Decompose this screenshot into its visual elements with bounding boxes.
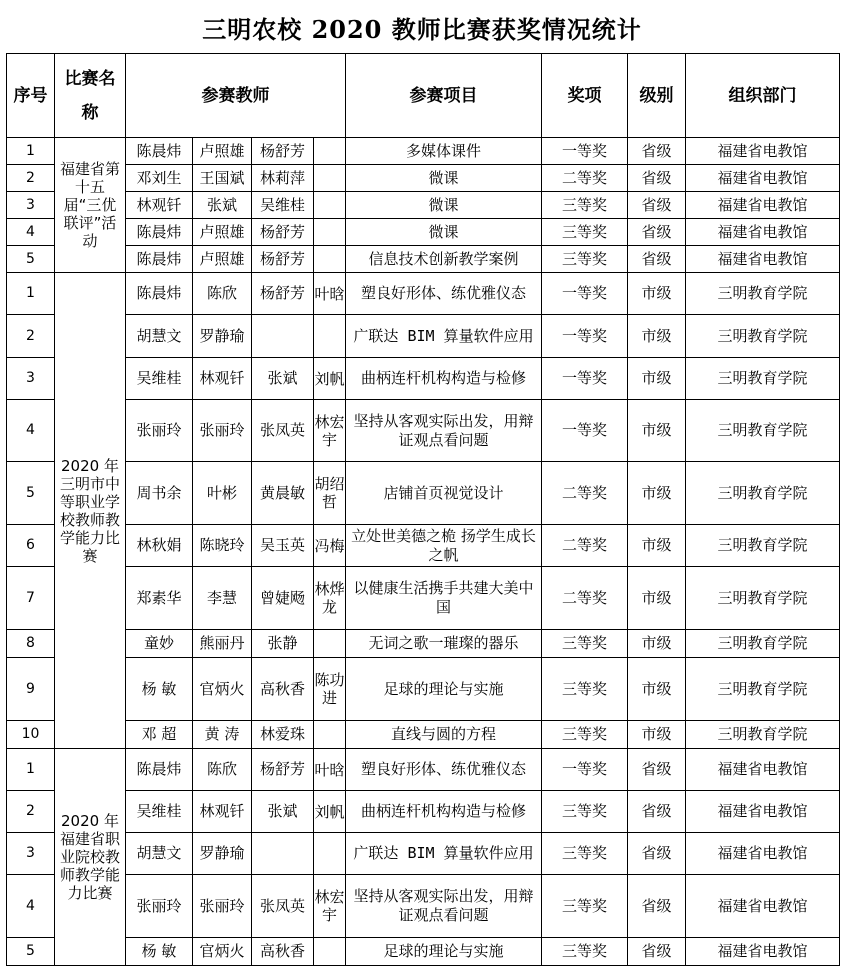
award: 二等奖: [542, 567, 628, 630]
row-seq: 4: [7, 219, 55, 246]
table-row: [7, 358, 840, 400]
teacher-2: 罗静瑜: [193, 315, 252, 358]
row-seq: 3: [7, 833, 55, 875]
project-name: 曲柄连杆机构构造与检修: [346, 791, 542, 833]
competition-name: 2020 年福建省职业院校教师教学能力比赛: [55, 749, 126, 966]
row-seq: 5: [7, 938, 55, 966]
teacher-2: 王国斌: [193, 165, 252, 192]
teacher-4: 林宏宇: [314, 875, 346, 938]
teacher-3: 高秋香: [252, 658, 314, 721]
teacher-4: 林烨龙: [314, 567, 346, 630]
award: 三等奖: [542, 658, 628, 721]
level: 市级: [628, 315, 686, 358]
teacher-4: [314, 192, 346, 219]
level: 省级: [628, 791, 686, 833]
organizer: 三明教育学院: [686, 315, 840, 358]
organizer: 三明教育学院: [686, 462, 840, 525]
level: 市级: [628, 658, 686, 721]
teacher-2: 陈欣: [193, 273, 252, 315]
table-row: [7, 400, 840, 462]
teacher-4: 刘帆: [314, 358, 346, 400]
level: 市级: [628, 721, 686, 749]
teacher-3: 张斌: [252, 791, 314, 833]
project-name: 广联达 BIM 算量软件应用: [346, 315, 542, 358]
table-row: [7, 462, 840, 525]
teacher-1: 林秋娟: [126, 525, 193, 567]
header-seq: 序号: [7, 54, 55, 138]
organizer: 福建省电教馆: [686, 138, 840, 165]
project-name: 曲柄连杆机构构造与检修: [346, 358, 542, 400]
organizer: 福建省电教馆: [686, 749, 840, 791]
teacher-1: 陈晨炜: [126, 246, 193, 273]
teacher-1: 吴维桂: [126, 358, 193, 400]
table-row: [7, 833, 840, 875]
header-award: 奖项: [542, 54, 628, 138]
teacher-4: 林宏宇: [314, 400, 346, 462]
teacher-3: 高秋香: [252, 938, 314, 966]
organizer: 三明教育学院: [686, 567, 840, 630]
teacher-3: 吴玉英: [252, 525, 314, 567]
teacher-3: 林爱珠: [252, 721, 314, 749]
table-row: [7, 938, 840, 966]
organizer: 福建省电教馆: [686, 875, 840, 938]
teacher-1: 邓 超: [126, 721, 193, 749]
organizer: 三明教育学院: [686, 630, 840, 658]
level: 省级: [628, 875, 686, 938]
award: 一等奖: [542, 273, 628, 315]
teacher-2: 张丽玲: [193, 400, 252, 462]
teacher-4: [314, 165, 346, 192]
teacher-1: 郑素华: [126, 567, 193, 630]
table-row: [7, 165, 840, 192]
project-name: 塑良好形体、练优雅仪态: [346, 749, 542, 791]
teacher-4: [314, 138, 346, 165]
award-table: [6, 53, 840, 966]
project-name: 无词之歌一璀璨的器乐: [346, 630, 542, 658]
teacher-2: 叶彬: [193, 462, 252, 525]
teacher-4: 胡绍哲: [314, 462, 346, 525]
teacher-2: 林观钎: [193, 791, 252, 833]
row-seq: 3: [7, 358, 55, 400]
teacher-2: 张丽玲: [193, 875, 252, 938]
teacher-3: 黄晨敏: [252, 462, 314, 525]
row-seq: 2: [7, 165, 55, 192]
project-name: 足球的理论与实施: [346, 658, 542, 721]
teacher-1: 吴维桂: [126, 791, 193, 833]
header-teachers: 参赛教师: [126, 54, 346, 138]
teacher-3: [252, 833, 314, 875]
row-seq: 2: [7, 315, 55, 358]
level: 省级: [628, 192, 686, 219]
competition-name: 福建省第十五届“三优联评”活动: [55, 138, 126, 273]
teacher-2: 熊丽丹: [193, 630, 252, 658]
level: 省级: [628, 833, 686, 875]
table-row: [7, 138, 840, 165]
project-name: 店铺首页视觉设计: [346, 462, 542, 525]
award: 三等奖: [542, 833, 628, 875]
row-seq: 4: [7, 875, 55, 938]
award: 二等奖: [542, 165, 628, 192]
teacher-1: 陈晨炜: [126, 273, 193, 315]
row-seq: 3: [7, 192, 55, 219]
project-name: 微课: [346, 192, 542, 219]
header-org: 组织部门: [686, 54, 840, 138]
header-project: 参赛项目: [346, 54, 542, 138]
level: 市级: [628, 358, 686, 400]
organizer: 福建省电教馆: [686, 938, 840, 966]
teacher-3: 杨舒芳: [252, 138, 314, 165]
teacher-4: 陈功进: [314, 658, 346, 721]
table-row: [7, 791, 840, 833]
teacher-1: 邓刘生: [126, 165, 193, 192]
row-seq: 1: [7, 749, 55, 791]
teacher-3: 曾婕飏: [252, 567, 314, 630]
award: 三等奖: [542, 246, 628, 273]
project-name: 坚持从客观实际出发，用辩证观点看问题: [346, 875, 542, 938]
project-name: 微课: [346, 165, 542, 192]
row-seq: 5: [7, 246, 55, 273]
table-row: [7, 567, 840, 630]
page-title: 三明农校 2020 教师比赛获奖情况统计: [202, 14, 642, 44]
level: 省级: [628, 246, 686, 273]
project-name: 足球的理论与实施: [346, 938, 542, 966]
competition-name: 2020 年三明市中等职业学校教师教学能力比赛: [55, 273, 126, 749]
project-name: 直线与圆的方程: [346, 721, 542, 749]
project-name: 以健康生活携手共建大美中国: [346, 567, 542, 630]
row-seq: 10: [7, 721, 55, 749]
award: 二等奖: [542, 525, 628, 567]
teacher-3: 张静: [252, 630, 314, 658]
table-row: [7, 246, 840, 273]
level: 省级: [628, 749, 686, 791]
table-row: [7, 219, 840, 246]
level: 市级: [628, 630, 686, 658]
project-name: 广联达 BIM 算量软件应用: [346, 833, 542, 875]
award: 三等奖: [542, 938, 628, 966]
teacher-4: [314, 246, 346, 273]
level: 省级: [628, 219, 686, 246]
teacher-1: 陈晨炜: [126, 749, 193, 791]
teacher-2: 官炳火: [193, 658, 252, 721]
table-row: [7, 875, 840, 938]
level: 市级: [628, 400, 686, 462]
row-seq: 1: [7, 138, 55, 165]
teacher-1: 陈晨炜: [126, 219, 193, 246]
teacher-3: 张凤英: [252, 400, 314, 462]
award: 一等奖: [542, 315, 628, 358]
award: 三等奖: [542, 192, 628, 219]
teacher-4: 叶晗: [314, 749, 346, 791]
award: 三等奖: [542, 791, 628, 833]
row-seq: 8: [7, 630, 55, 658]
organizer: 三明教育学院: [686, 658, 840, 721]
award: 三等奖: [542, 219, 628, 246]
level: 省级: [628, 938, 686, 966]
row-seq: 6: [7, 525, 55, 567]
row-seq: 9: [7, 658, 55, 721]
level: 市级: [628, 273, 686, 315]
header-competition: 比赛名称: [55, 54, 126, 138]
teacher-1: 童妙: [126, 630, 193, 658]
teacher-1: 杨 敏: [126, 658, 193, 721]
teacher-4: [314, 833, 346, 875]
teacher-1: 胡慧文: [126, 315, 193, 358]
table-row: [7, 525, 840, 567]
project-name: 坚持从客观实际出发，用辩证观点看问题: [346, 400, 542, 462]
award: 三等奖: [542, 721, 628, 749]
teacher-2: 陈欣: [193, 749, 252, 791]
organizer: 福建省电教馆: [686, 246, 840, 273]
award: 二等奖: [542, 462, 628, 525]
teacher-3: [252, 315, 314, 358]
organizer: 三明教育学院: [686, 358, 840, 400]
teacher-1: 张丽玲: [126, 875, 193, 938]
row-seq: 2: [7, 791, 55, 833]
row-seq: 7: [7, 567, 55, 630]
teacher-1: 周书余: [126, 462, 193, 525]
teacher-3: 杨舒芳: [252, 219, 314, 246]
organizer: 三明教育学院: [686, 273, 840, 315]
teacher-1: 林观钎: [126, 192, 193, 219]
teacher-3: 杨舒芳: [252, 273, 314, 315]
level: 市级: [628, 462, 686, 525]
teacher-2: 黄 涛: [193, 721, 252, 749]
level: 省级: [628, 165, 686, 192]
organizer: 福建省电教馆: [686, 791, 840, 833]
teacher-2: 卢照雄: [193, 246, 252, 273]
teacher-3: 杨舒芳: [252, 246, 314, 273]
teacher-4: 冯梅: [314, 525, 346, 567]
teacher-3: 林莉萍: [252, 165, 314, 192]
teacher-1: 胡慧文: [126, 833, 193, 875]
level: 市级: [628, 567, 686, 630]
teacher-2: 官炳火: [193, 938, 252, 966]
project-name: 多媒体课件: [346, 138, 542, 165]
teacher-4: [314, 938, 346, 966]
project-name: 信息技术创新教学案例: [346, 246, 542, 273]
row-seq: 5: [7, 462, 55, 525]
organizer: 福建省电教馆: [686, 192, 840, 219]
table-row: [7, 315, 840, 358]
project-name: 微课: [346, 219, 542, 246]
teacher-2: 张斌: [193, 192, 252, 219]
organizer: 三明教育学院: [686, 721, 840, 749]
header-row: [7, 54, 840, 138]
organizer: 福建省电教馆: [686, 165, 840, 192]
table-row: [7, 721, 840, 749]
teacher-1: 陈晨炜: [126, 138, 193, 165]
teacher-2: 卢照雄: [193, 138, 252, 165]
table-row: [7, 749, 840, 791]
teacher-4: 刘帆: [314, 791, 346, 833]
table-row: [7, 192, 840, 219]
teacher-2: 李慧: [193, 567, 252, 630]
level: 省级: [628, 138, 686, 165]
teacher-4: 叶晗: [314, 273, 346, 315]
award: 三等奖: [542, 875, 628, 938]
teacher-2: 林观钎: [193, 358, 252, 400]
teacher-4: [314, 315, 346, 358]
teacher-2: 卢照雄: [193, 219, 252, 246]
teacher-4: [314, 630, 346, 658]
header-level: 级别: [628, 54, 686, 138]
project-name: 立处世美德之桅 扬学生成长之帆: [346, 525, 542, 567]
teacher-1: 杨 敏: [126, 938, 193, 966]
row-seq: 1: [7, 273, 55, 315]
teacher-3: 张斌: [252, 358, 314, 400]
organizer: 福建省电教馆: [686, 219, 840, 246]
organizer: 福建省电教馆: [686, 833, 840, 875]
organizer: 三明教育学院: [686, 525, 840, 567]
table-body: [7, 138, 840, 966]
table-row: [7, 630, 840, 658]
row-seq: 4: [7, 400, 55, 462]
level: 市级: [628, 525, 686, 567]
teacher-2: 罗静瑜: [193, 833, 252, 875]
award: 一等奖: [542, 749, 628, 791]
teacher-3: 杨舒芳: [252, 749, 314, 791]
project-name: 塑良好形体、练优雅仪态: [346, 273, 542, 315]
teacher-3: 吴维桂: [252, 192, 314, 219]
teacher-2: 陈晓玲: [193, 525, 252, 567]
teacher-3: 张凤英: [252, 875, 314, 938]
teacher-4: [314, 721, 346, 749]
award: 三等奖: [542, 630, 628, 658]
table-row: [7, 273, 840, 315]
award: 一等奖: [542, 138, 628, 165]
award: 一等奖: [542, 400, 628, 462]
teacher-1: 张丽玲: [126, 400, 193, 462]
organizer: 三明教育学院: [686, 400, 840, 462]
table-row: [7, 658, 840, 721]
teacher-4: [314, 219, 346, 246]
award: 一等奖: [542, 358, 628, 400]
